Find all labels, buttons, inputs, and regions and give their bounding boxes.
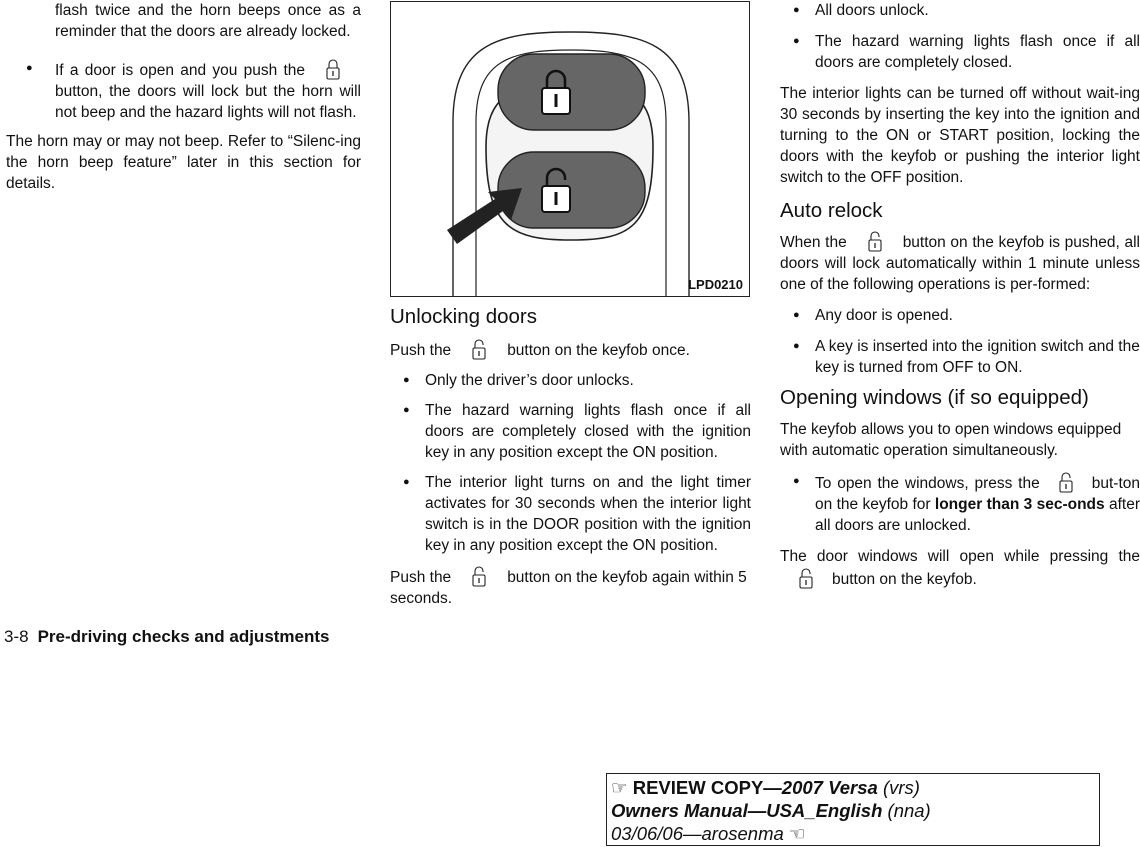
- heading-opening-windows: Opening windows (if so equipped): [780, 386, 1089, 409]
- review-line-2: Owners Manual—USA_English (nna): [611, 800, 931, 821]
- bullet-open-windows: ● To open the windows, press the but-ton on the keyfob for longer than 3 sec-onds after all doors are unlocked.: [780, 471, 1140, 536]
- bullet-door-open: ● If a door is open and you push thebutton, the doors will lock but the horn will not beep and the hazard lights will not flash.: [6, 58, 361, 123]
- horn-paragraph: The horn may or may not beep. Refer to “Silenc-ing the horn beep feature” later in this section for details.: [6, 133, 361, 192]
- bullet-interior-light: ● The interior light turns on and the light timer activates for 30 seconds when the interior light switch is in the DOOR position with the ignition key in any position except the ON position.: [390, 472, 751, 556]
- column-left: [6, 0, 361, 194]
- bullet-key-inserted: ● A key is inserted into the ignition switch and the key is turned from OFF to ON.: [780, 336, 1140, 378]
- push-paragraph: Push the button on the keyfob once.: [390, 338, 751, 361]
- unlock-icon: [867, 230, 883, 252]
- pointing-hand-icon: ☞: [611, 777, 628, 798]
- review-line-1: ☞ REVIEW COPY—2007 Versa (vrs): [611, 777, 920, 798]
- column-middle: [390, 304, 751, 609]
- page-number: 3-8: [4, 627, 29, 646]
- bullet-door-opened: ● Any door is opened.: [780, 305, 1140, 326]
- review-copy-box: [606, 773, 1100, 846]
- column-right: [780, 0, 1140, 590]
- keyfob-figure: [390, 1, 750, 297]
- review-line-3: 03/06/06—arosenma ☜: [611, 823, 806, 844]
- bullet-hazard-closed: ● The hazard warning lights flash once if all doors are completely closed.: [780, 31, 1140, 73]
- page-footer: [4, 626, 330, 648]
- bullet-text: If a door is open and you push thebutton, the doors will lock but the horn will not beep and the hazard lights will not flash.: [55, 58, 361, 123]
- push-again-paragraph: Push the button on the keyfob again within 5 seconds.: [390, 565, 751, 609]
- bullet-continued: [6, 0, 361, 42]
- keyfob-illustration: [391, 2, 749, 296]
- pointing-hand-left-icon: ☜: [788, 823, 806, 844]
- unlock-icon: [1058, 471, 1074, 493]
- bullet-all-doors: ● All doors unlock.: [780, 0, 1140, 21]
- bullet-hazard: ● The hazard warning lights flash once if all doors are completely closed with the ignition key in any position except the ON position.: [390, 400, 751, 463]
- unlock-icon: [471, 565, 487, 587]
- figure-label: LPD0210: [688, 277, 743, 292]
- section-title: Pre-driving checks and adjustments: [37, 627, 330, 646]
- paragraph-continued: flash twice and the horn beeps once as a reminder that the doors are already locked.: [55, 2, 361, 40]
- lock-icon: [325, 58, 341, 80]
- heading-unlocking-doors: Unlocking doors: [390, 305, 537, 328]
- heading-auto-relock: Auto relock: [780, 199, 883, 222]
- windows-paragraph: The keyfob allows you to open windows equipped with automatic operation simultaneously.: [780, 421, 1122, 459]
- bullet-driver-door: ● Only the driver’s door unlocks.: [390, 370, 751, 391]
- auto-relock-paragraph: When the button on the keyfob is pushed, all doors will lock automatically within 1 minute unless one of the following operations is per-formed:: [780, 230, 1140, 295]
- door-windows-paragraph: The door windows will open while pressing thebutton on the keyfob.: [780, 548, 1140, 588]
- arrow-pointer: [447, 188, 522, 244]
- unlock-icon: [471, 338, 487, 360]
- interior-lights-paragraph: The interior lights can be turned off without wait-ing 30 seconds by inserting the key into the ignition and turning to the ON or START position, locking the doors with the keyfob or pushing the interior light switch to the OFF position.: [780, 85, 1140, 186]
- unlock-icon: [798, 567, 814, 589]
